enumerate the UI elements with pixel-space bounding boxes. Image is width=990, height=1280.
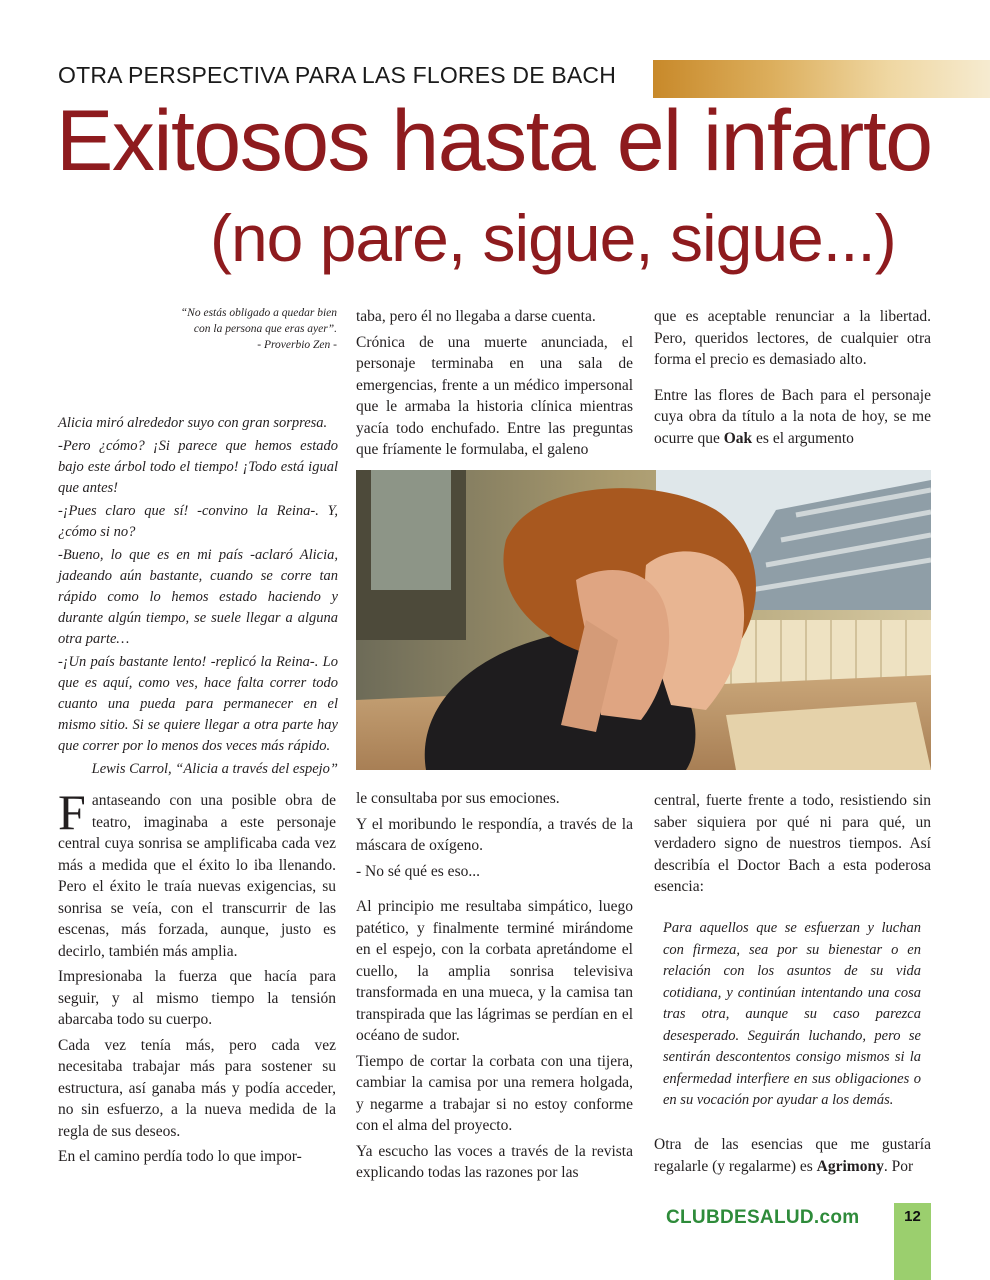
drop-cap: F [58,784,86,840]
brand-logo-text: CLUBDESALUD.com [666,1207,860,1228]
body-paragraph: Otra de las esencias que me gustaría regalarle (y regalarme) es Agrimony. Por [654,1136,931,1175]
body-paragraph: le consultaba por sus emociones. [356,790,560,807]
column-3-bottom [654,790,931,902]
quote-paragraph: -Pero ¿cómo? ¡Si parece que hemos estado bajo este árbol todo el tiempo! ¡Todo está igual que antes! [58,438,338,496]
body-paragraph: que es aceptable renunciar a la libertad. Pero, queridos lectores, de cualquier otra forma el precio es demasiado alto. [654,308,931,368]
epigraph-line: con la persona que eras ayer”. [193,323,337,335]
quote-citation: Lewis Carrol, “Alicia a través del espejo” [91,761,338,777]
column-2-top [356,306,633,465]
epigraph-line: “No estás obligado a quedar bien [180,307,337,319]
column-3-top [654,306,931,453]
column-1 [58,784,336,1172]
bach-quote: Para aquellos que se esfuerzan y luchan con firmeza, sea por su bienestar o en relación con los asuntos de su vida cotidiana, y continúan intentando una cosa tras otra, aunque su caso parezca desesperado. Seguirán luchando, pero se sentirán descontentos consigo mismos si la enfermedad interfiere en sus obligaciones o en su vocación por ayudar a los demás. [663,920,921,1108]
article-title: Exitosos hasta el infarto [56,93,932,189]
body-paragraph: Entre las flores de Bach para el personaje cuya obra da título a la nota de hoy, se me ocurre que Oak es el argumento [654,386,931,447]
essence-name: Agrimony [816,1157,884,1175]
column-2-bottom [356,788,633,1188]
body-paragraph: Cada vez tenía más, pero cada vez necesitaba trabajar más para sostener su estructura, así ganaba más y podía acceder, no sin esfuerzo, a la nueva medida de la regla de sus deseos. [58,1036,336,1140]
body-paragraph: Y el moribundo le respondía, a través de la máscara de oxígeno. [356,815,633,854]
body-paragraph: Crónica de una muerte anunciada, el personaje terminaba en una sala de emergencias, frente a un médico impersonal que le armaba la historia clínica mientras yacía todo enchufado. Entre las preguntas que fríamente le formulaba, el galeno [356,333,633,458]
article-subtitle: (no pare, sigue, sigue...) [210,201,896,275]
body-paragraph: - No sé qué es eso... [356,862,480,880]
alice-quote [58,413,338,782]
body-paragraph: En el camino perdía todo lo que impor- [58,1148,302,1165]
column-3-end [654,1134,931,1181]
quote-paragraph: Alicia miró alrededor suyo con gran sorpresa. [58,415,328,431]
section-kicker: OTRA PERSPECTIVA PARA LAS FLORES DE BACH [58,62,617,88]
body-paragraph: Ya escucho las voces a través de la revista explicando todas las razones por las [356,1142,633,1181]
body-paragraph: Fantaseando con una posible obra de teatro, imaginaba a este personaje central cuya sonrisa se amplificaba cada vez más a medida que el éxito lo iba llenando. Pero el éxito le traía nuevas exigencias, su sonrisa se veía, con el transcurrir de las escenas, más forzada, aunque, justo es decirlo, también más amplia. [58,784,336,960]
epigraph-attribution: - Proverbio Zen - [257,339,337,351]
body-paragraph: Al principio me resultaba simpático, luego patético, y finalmente terminé mirándome en el espejo, con la corbata apretándome el cuello, la amplia sonrisa televisiva transformada en una mueca, y la camisa tan transpirada que las lágrimas se perdían en el océano de sudor. [356,898,633,1044]
page-number: 12 [904,1208,921,1225]
stressed-person-photo [356,470,931,770]
epigraph [150,305,337,353]
quote-paragraph: -¡Un país bastante lento! -replicó la Reina-. Lo que es aquí, como ves, hace falta correr todo cuanto una pueda para permanecer en el mismo sitio. Si se quiere llegar a otra parte hay que correr por lo menos dos veces más rápido. [58,654,338,754]
body-paragraph: Tiempo de cortar la corbata con una tijera, cambiar la camisa por una remera holgada, y negarme a trabajar si no estoy conforme con el alma del proyecto. [356,1052,633,1134]
body-paragraph: central, fuerte frente a todo, resistiendo sin saber siquiera por qué ni para qué, un verdadero signo de nuestros tiempos. Así describía el Doctor Bach a esta poderosa esencia: [654,792,931,895]
quote-paragraph: -¡Pues claro que sí! -convino la Reina-. Y, ¿cómo si no? [58,503,338,540]
body-paragraph: Impresionaba la fuerza que hacía para seguir, y al mismo tiempo la tensión abarcaba todo su cuerpo. [58,968,336,1028]
quote-paragraph: -Bueno, lo que es en mi país -aclaró Alicia, jadeando aún bastante, cuando se corre tan rápido como lo hemos estado haciendo y durante algún tiempo, se suele llegar a alguna otra parte… [58,547,338,647]
essence-name: Oak [723,429,753,447]
body-paragraph: taba, pero él no llegaba a darse cuenta. [356,308,596,325]
